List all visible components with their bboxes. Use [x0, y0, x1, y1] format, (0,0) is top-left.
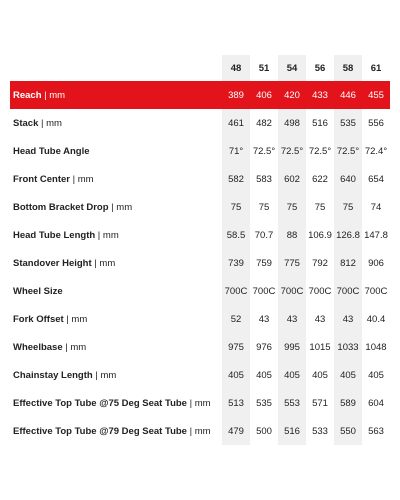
size-header: 51 — [258, 62, 270, 74]
row-unit: | mm — [91, 257, 116, 269]
value-cell: 74 — [370, 201, 382, 213]
value-cell: 75 — [314, 201, 326, 213]
value-cell: 535 — [334, 109, 362, 137]
value-cell: 792 — [312, 257, 328, 269]
value-cell: 654 — [368, 173, 384, 185]
value-cell: 405 — [222, 361, 250, 389]
size-header-row — [10, 55, 390, 81]
row-label: Front Center — [13, 173, 70, 185]
value-cell: 516 — [312, 117, 328, 129]
value-cell: 1015 — [309, 341, 331, 353]
row-label: Fork Offset — [13, 313, 64, 325]
value-cell: 405 — [312, 369, 328, 381]
value-cell: 43 — [334, 305, 362, 333]
value-cell: 75 — [278, 193, 306, 221]
row-unit: | mm — [62, 341, 87, 353]
value-cell: 482 — [256, 117, 272, 129]
value-cell: 906 — [368, 257, 384, 269]
value-cell: 72.4° — [364, 145, 388, 157]
value-cell: 72.5° — [278, 137, 306, 165]
value-cell: 976 — [256, 341, 272, 353]
value-cell: 700C — [252, 285, 276, 297]
row-unit: | mm — [186, 397, 211, 409]
value-cell: 582 — [222, 165, 250, 193]
value-cell: 775 — [278, 249, 306, 277]
value-cell: 461 — [222, 109, 250, 137]
value-cell: 812 — [334, 249, 362, 277]
table-row-fork-offset — [10, 305, 390, 333]
value-cell: 75 — [258, 201, 270, 213]
value-cell: 759 — [256, 257, 272, 269]
row-label: Chainstay Length — [13, 369, 93, 381]
value-cell: 70.7 — [254, 229, 274, 241]
value-cell: 739 — [222, 249, 250, 277]
value-cell: 498 — [278, 109, 306, 137]
value-cell: 420 — [284, 89, 300, 101]
table-row-effective-top-tube-79 — [10, 417, 390, 445]
value-cell: 75 — [334, 193, 362, 221]
size-header: 54 — [278, 55, 306, 81]
value-cell: 126.8 — [334, 221, 362, 249]
row-unit: | mm — [63, 313, 88, 325]
value-cell: 58.5 — [222, 221, 250, 249]
value-cell: 147.8 — [364, 229, 388, 241]
value-cell: 479 — [222, 417, 250, 445]
value-cell: 72.5° — [252, 145, 276, 157]
row-label: Reach — [13, 89, 42, 101]
value-cell: 533 — [312, 425, 328, 437]
value-cell: 88 — [278, 221, 306, 249]
geometry-table — [10, 55, 390, 445]
value-cell: 52 — [222, 305, 250, 333]
row-label: Wheel Size — [13, 285, 63, 297]
row-unit: | mm — [92, 369, 117, 381]
value-cell: 75 — [222, 193, 250, 221]
table-row-standover-height — [10, 249, 390, 277]
row-unit: | mm — [108, 201, 133, 213]
value-cell: 622 — [312, 173, 328, 185]
row-unit: | mm — [41, 89, 66, 101]
table-row-head-tube-angle — [10, 137, 390, 165]
row-label: Standover Height — [13, 257, 92, 269]
value-cell: 553 — [278, 389, 306, 417]
size-header: 48 — [222, 55, 250, 81]
value-cell: 405 — [256, 369, 272, 381]
size-header: 58 — [334, 55, 362, 81]
value-cell: 389 — [228, 89, 244, 101]
value-cell: 446 — [340, 89, 356, 101]
row-label: Head Tube Angle — [13, 145, 90, 157]
size-header: 56 — [314, 62, 326, 74]
value-cell: 106.9 — [308, 229, 332, 241]
row-unit: | mm — [70, 173, 94, 185]
value-cell: 583 — [256, 173, 272, 185]
value-cell: 556 — [368, 117, 384, 129]
value-cell: 43 — [258, 313, 270, 325]
value-cell: 405 — [368, 369, 384, 381]
row-unit: | mm — [38, 117, 62, 129]
value-cell: 43 — [314, 313, 326, 325]
value-cell: 700C — [308, 285, 332, 297]
value-cell: 72.5° — [308, 145, 332, 157]
value-cell: 975 — [222, 333, 250, 361]
value-cell: 700C — [364, 285, 388, 297]
value-cell: 1033 — [334, 333, 362, 361]
value-cell: 550 — [334, 417, 362, 445]
value-cell: 700C — [334, 277, 362, 305]
table-row-front-center — [10, 165, 390, 193]
value-cell: 500 — [256, 425, 272, 437]
value-cell: 700C — [222, 277, 250, 305]
row-label: Wheelbase — [13, 341, 63, 353]
row-label: Stack — [13, 117, 39, 129]
table-row-wheel-size — [10, 277, 390, 305]
value-cell: 995 — [278, 333, 306, 361]
value-cell: 40.4 — [366, 313, 386, 325]
value-cell: 563 — [368, 425, 384, 437]
value-cell: 71° — [222, 137, 250, 165]
value-cell: 72.5° — [334, 137, 362, 165]
value-cell: 589 — [334, 389, 362, 417]
value-cell: 43 — [278, 305, 306, 333]
table-row-bottom-bracket-drop — [10, 193, 390, 221]
value-cell: 516 — [278, 417, 306, 445]
row-unit: | mm — [95, 229, 119, 241]
value-cell: 604 — [368, 397, 384, 409]
row-label: Bottom Bracket Drop — [13, 201, 109, 213]
value-cell: 571 — [312, 397, 328, 409]
row-label: Head Tube Length — [13, 229, 96, 241]
table-row-chainstay-length — [10, 361, 390, 389]
value-cell: 640 — [334, 165, 362, 193]
value-cell: 535 — [256, 397, 272, 409]
table-row-wheelbase — [10, 333, 390, 361]
size-header: 61 — [370, 62, 382, 74]
value-cell: 455 — [368, 89, 384, 101]
value-cell: 1048 — [365, 341, 387, 353]
value-cell: 602 — [278, 165, 306, 193]
table-row-effective-top-tube-75 — [10, 389, 390, 417]
table-row-stack — [10, 109, 390, 137]
row-label: Effective Top Tube @79 Deg Seat Tube — [13, 425, 187, 437]
table-row-reach — [10, 81, 390, 109]
value-cell: 433 — [312, 89, 328, 101]
row-unit: | mm — [186, 425, 211, 437]
value-cell: 405 — [278, 361, 306, 389]
row-label: Effective Top Tube @75 Deg Seat Tube — [13, 397, 187, 409]
value-cell: 700C — [278, 277, 306, 305]
value-cell: 406 — [256, 89, 272, 101]
value-cell: 405 — [334, 361, 362, 389]
table-row-head-tube-length — [10, 221, 390, 249]
value-cell: 513 — [222, 389, 250, 417]
